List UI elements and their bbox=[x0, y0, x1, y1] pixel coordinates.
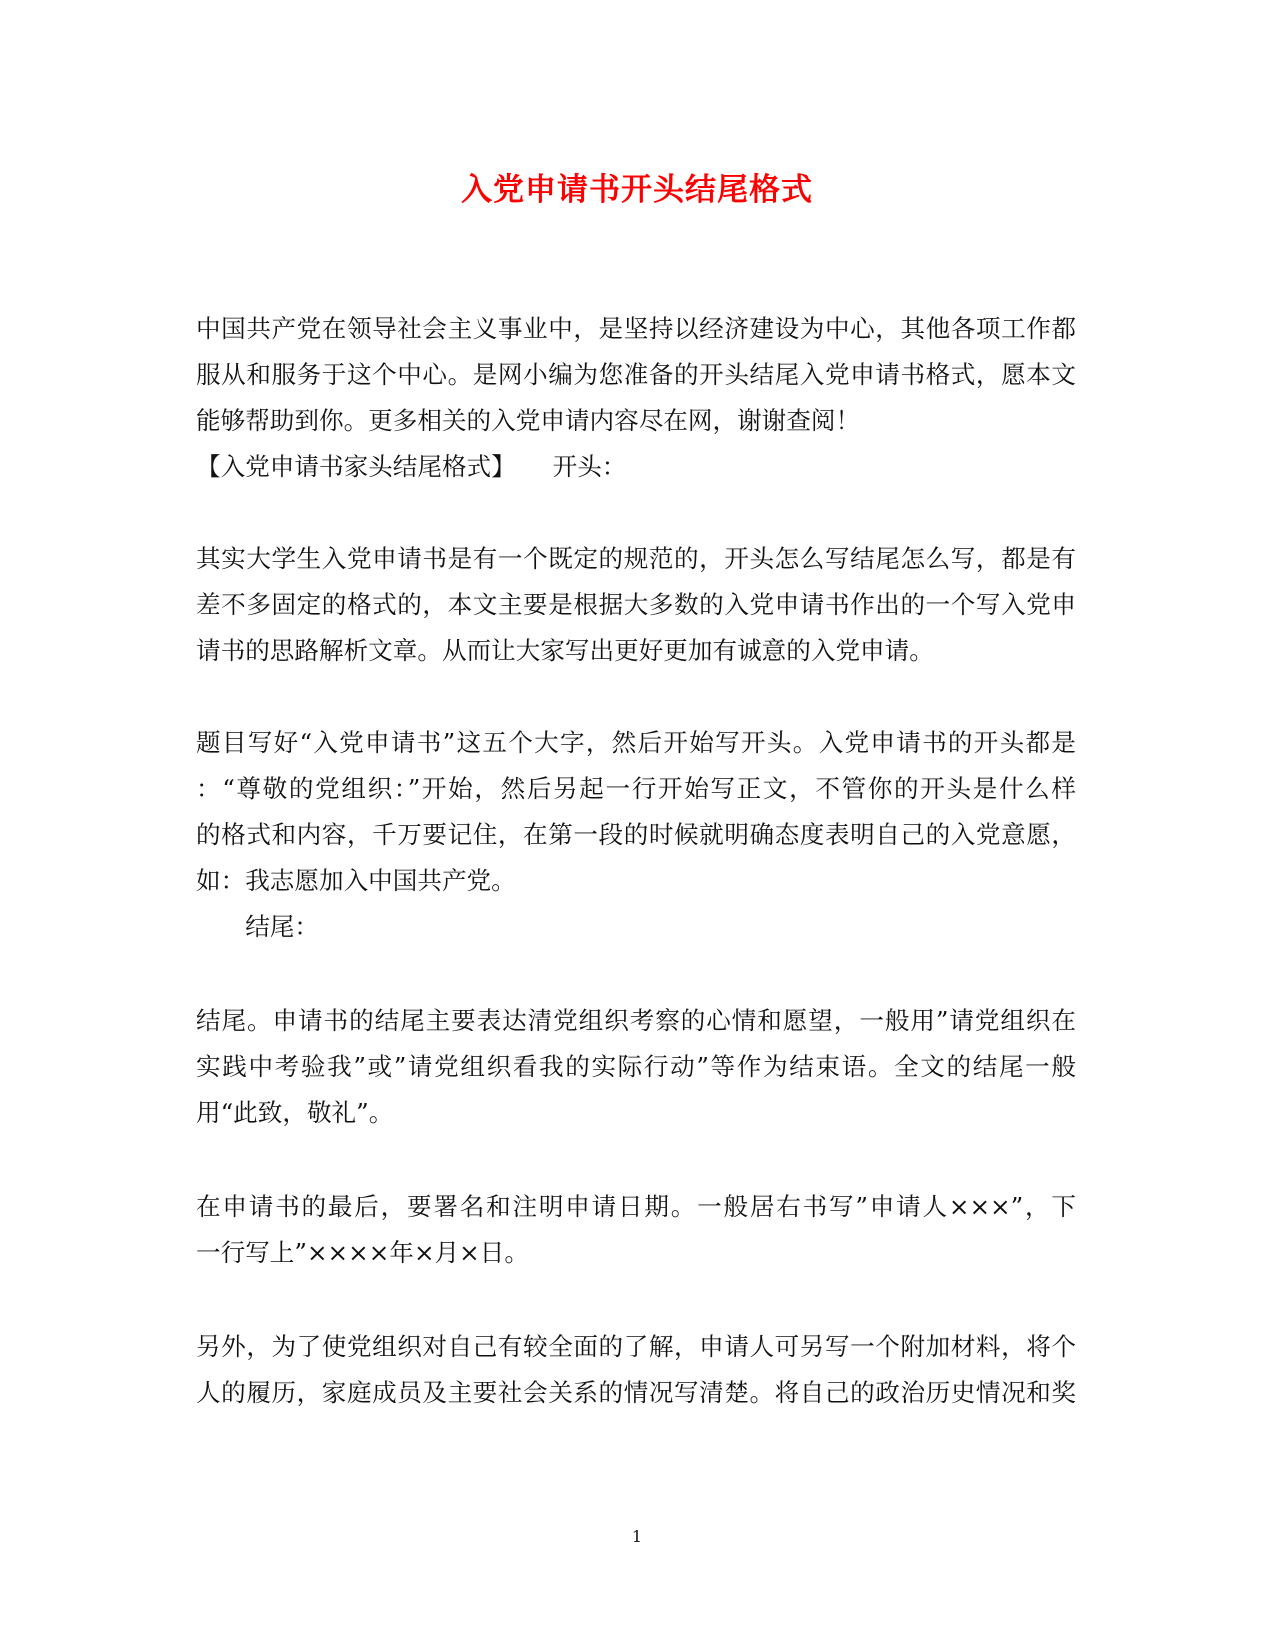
paragraph-line: 一行写上”××××年×月×日。 bbox=[196, 1238, 529, 1267]
paragraph-line: ：“尊敬的党组织：”开始，然后另起一行开始写正文，不管你的开头是什么样 bbox=[196, 774, 1076, 803]
section-heading: 结尾： bbox=[196, 912, 319, 941]
paragraph-line: 其实大学生入党申请书是有一个既定的规范的，开头怎么写结尾怎么写，都是有 bbox=[196, 544, 1076, 573]
paragraph-line: 的格式和内容，千万要记住，在第一段的时候就明确态度表明自己的入党意愿， bbox=[196, 820, 1076, 849]
paragraph-line: 请书的思路解析文章。从而让大家写出更好更加有诚意的入党申请。 bbox=[196, 636, 934, 665]
section-heading: 【入党申请书家头结尾格式】 开头： bbox=[196, 452, 627, 481]
paragraph-line: 差不多固定的格式的，本文主要是根据大多数的入党申请书作出的一个写入党申 bbox=[196, 590, 1076, 619]
paragraph-line: 人的履历，家庭成员及主要社会关系的情况写清楚。将自己的政治历史情况和奖 bbox=[196, 1378, 1076, 1407]
paragraph-line: 用“此致，敬礼”。 bbox=[196, 1098, 394, 1127]
paragraph-line: 能够帮助到你。更多相关的入党申请内容尽在网，谢谢查阅！ bbox=[196, 406, 861, 435]
paragraph-line: 题目写好“入党申请书”这五个大字，然后开始写开头。入党申请书的开头都是 bbox=[196, 728, 1076, 757]
document-title: 入党申请书开头结尾格式 bbox=[461, 172, 813, 208]
page-number: 1 bbox=[631, 1527, 643, 1546]
paragraph-line: 另外，为了使党组织对自己有较全面的了解，申请人可另写一个附加材料，将个 bbox=[196, 1332, 1076, 1361]
paragraph-line: 如：我志愿加入中国共产党。 bbox=[196, 866, 516, 895]
paragraph-line: 服从和服务于这个中心。是网小编为您准备的开头结尾入党申请书格式，愿本文 bbox=[196, 360, 1076, 389]
paragraph-line: 中国共产党在领导社会主义事业中，是坚持以经济建设为中心，其他各项工作都 bbox=[196, 314, 1076, 343]
paragraph-line: 在申请书的最后，要署名和注明申请日期。一般居右书写”申请人×××”，下 bbox=[196, 1192, 1076, 1221]
paragraph-line: 结尾。申请书的结尾主要表达清党组织考察的心情和愿望，一般用”请党组织在 bbox=[196, 1006, 1076, 1035]
paragraph-line: 实践中考验我”或”请党组织看我的实际行动”等作为结束语。全文的结尾一般 bbox=[196, 1052, 1076, 1081]
